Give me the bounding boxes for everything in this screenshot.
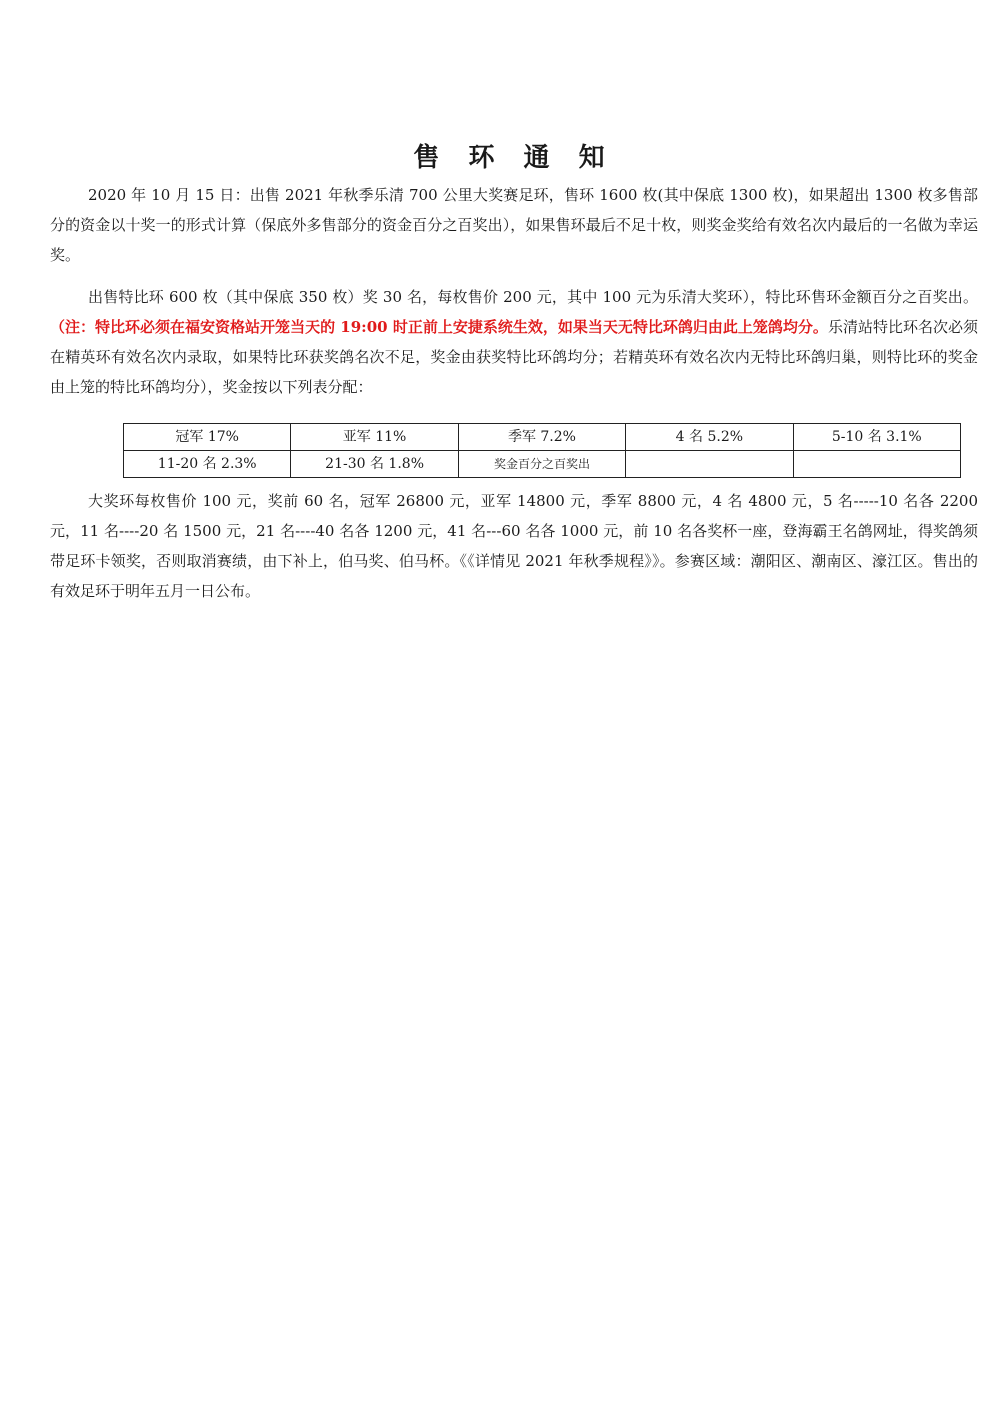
table-row [124,451,961,478]
table-cell: 亚军 11% [291,424,458,451]
table-cell: 季军 7.2% [458,424,625,451]
table-cell [626,451,793,478]
prize-distribution-table [123,423,961,478]
special-ring-text: 出售特比环 600 枚（其中保底 350 枚）奖 30 名，每枚售价 200 元，其中 100 元为乐清大奖环），特比环售环金额百分之百奖出。 [88,288,978,306]
table-cell: 21-30 名 1.8% [291,451,458,478]
table-cell: 冠军 17% [124,424,291,451]
paragraph-ring-sale: 2020 年 10 月 15 日：出售 2021 年秋季乐清 700 公里大奖赛足环，售环 1600 枚(其中保底 1300 枚)，如果超出 1300 枚多售部分的资金以十奖一的形式计算（保底外多售部分的资金百分之百奖出），如果售环最后不足十枚，则奖金奖给有效名次内最后的一名做为幸运奖。 [50,186,978,264]
table-row [124,424,961,451]
special-ring-note: （注：特比环必须在福安资格站开笼当天的 19:00 时正前上安捷系统生效，如果当天无特比环鸽归由此上笼鸽均分。 [50,318,828,336]
paragraph-grand-prize: 大奖环每枚售价 100 元，奖前 60 名，冠军 26800 元，亚军 14800 元，季军 8800 元，4 名 4800 元，5 名-----10 名各 2200 元，11 名----20 名 1500 元，21 名----40 名各 1200 元，41 名---60 名各 1000 元，前 10 名各奖杯一座，登海霸王名鸽网址，得奖鸽须带足环卡领奖，否则取消赛绩，由下补上，伯马奖、伯马杯。《《详情见 2021 年秋季规程》》。参赛区域：潮阳区、潮南区、濠江区。售出的有效足环于明年五月一日公布。 [50,492,978,600]
notice-title: 售 环 通 知 [413,143,615,173]
special-ring-rules: 乐清站特比环名次必须在精英环有效名次内录取，如果特比环获奖鸽名次不足，奖金由获奖特比环鸽均分；若精英环有效名次内无特比环鸽归巢，则特比环的奖金由上笼的特比环鸽均分），奖金按以下列表分配： [50,318,978,396]
table-cell: 11-20 名 2.3% [124,451,291,478]
table-cell: 5-10 名 3.1% [793,424,960,451]
table-cell [793,451,960,478]
table-cell: 奖金百分之百奖出 [458,451,625,478]
paragraph-special-ring [50,282,978,402]
table-cell: 4 名 5.2% [626,424,793,451]
